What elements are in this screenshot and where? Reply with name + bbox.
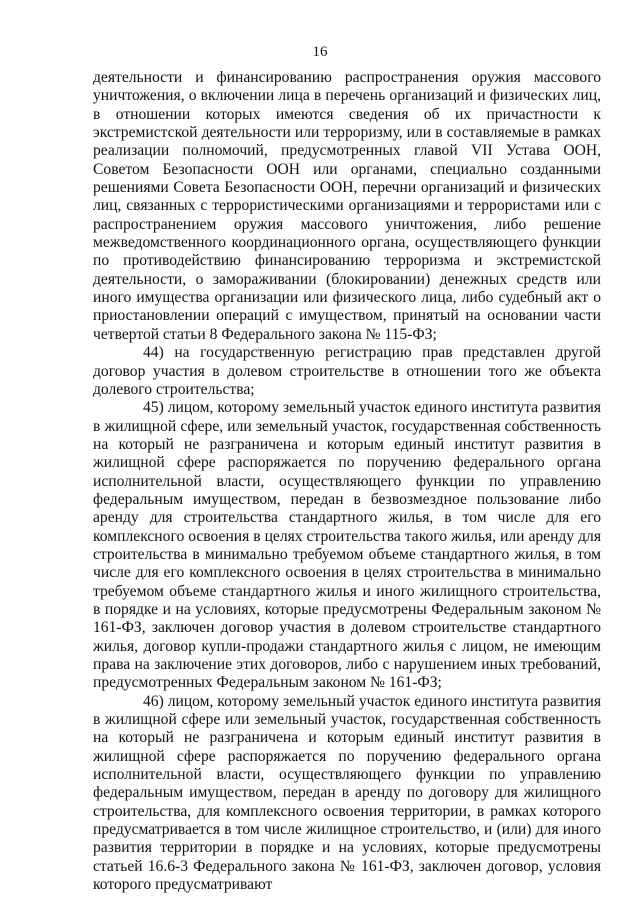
document-body [93, 69, 601, 894]
paragraph-continuation: деятельности и финансированию распространения оружия массового уничтожения, о включении лица в перечень организаций и физических лиц, в отношении которых имеются сведения об их причастности к экстремистской деятельности или терроризму, или в составляемые в рамках реализации полномочий, предусмотренных главой VII Устава ООН, Советом Безопасности ООН или органами, специально созданными решениями Совета Безопасности ООН, перечни организаций и физических лиц, связанных с террористическими организациями и террористами или с распространением оружия массового уничтожения, либо решение межведомственного координационного органа, осуществляющего функции по противодействию финансированию терроризма и экстремистской деятельности, о замораживании (блокировании) денежных средств или иного имущества организации или физического лица, либо судебный акт о приостановлении операций с имуществом, принятый на основании части четвертой статьи 8 Федерального закона № 115-ФЗ; [93, 69, 601, 343]
page-number: 16 [312, 44, 328, 60]
paragraph-item-44: 44) на государственную регистрацию прав представлен другой договор участия в долевом строительстве в отношении того же объекта долевого строительства; [93, 344, 601, 398]
paragraph-item-46: 46) лицом, которому земельный участок единого института развития в жилищной сфере или земельный участок, государственная собственность на который не разграничена и которым единый институт развития в жилищной сфере распоряжается по поручению федерального органа исполнительной власти, осуществляющего функции по управлению федеральным имуществом, передан в аренду по договору для жилищного строительства, для комплексного освоения территории, в рамках которого предусматривается в том числе жилищное строительство, и (или) для иного развития территории в порядке и на условиях, которые предусмотрены статьей 16.6-3 Федерального закона № 161-ФЗ, заключен договор, условия которого предусматривают [93, 692, 601, 894]
paragraph-item-45: 45) лицом, которому земельный участок единого института развития в жилищной сфере, или земельный участок, государственная собственность на который не разграничена и которым единый институт развития в жилищной сфере распоряжается по поручению федерального органа исполнительной власти, осуществляющего функции по управлению федеральным имуществом, передан в безвозмездное пользование либо аренду для строительства стандартного жилья, в том числе для его комплексного освоения в целях строительства такого жилья, или аренду для строительства в минимально требуемом объеме стандартного жилья, в том числе для его комплексного освоения в целях строительства в минимально требуемом объеме стандартного жилья и иного жилищного строительства, в порядке и на условиях, которые предусмотрены Федеральным законом № 161-ФЗ, заключен договор участия в долевом строительстве стандартного жилья, договор купли-продажи стандартного жилья с лицом, не имеющим права на заключение этих договоров, либо с нарушением иных требований, предусмотренных Федеральным законом № 161-ФЗ; [93, 399, 601, 692]
